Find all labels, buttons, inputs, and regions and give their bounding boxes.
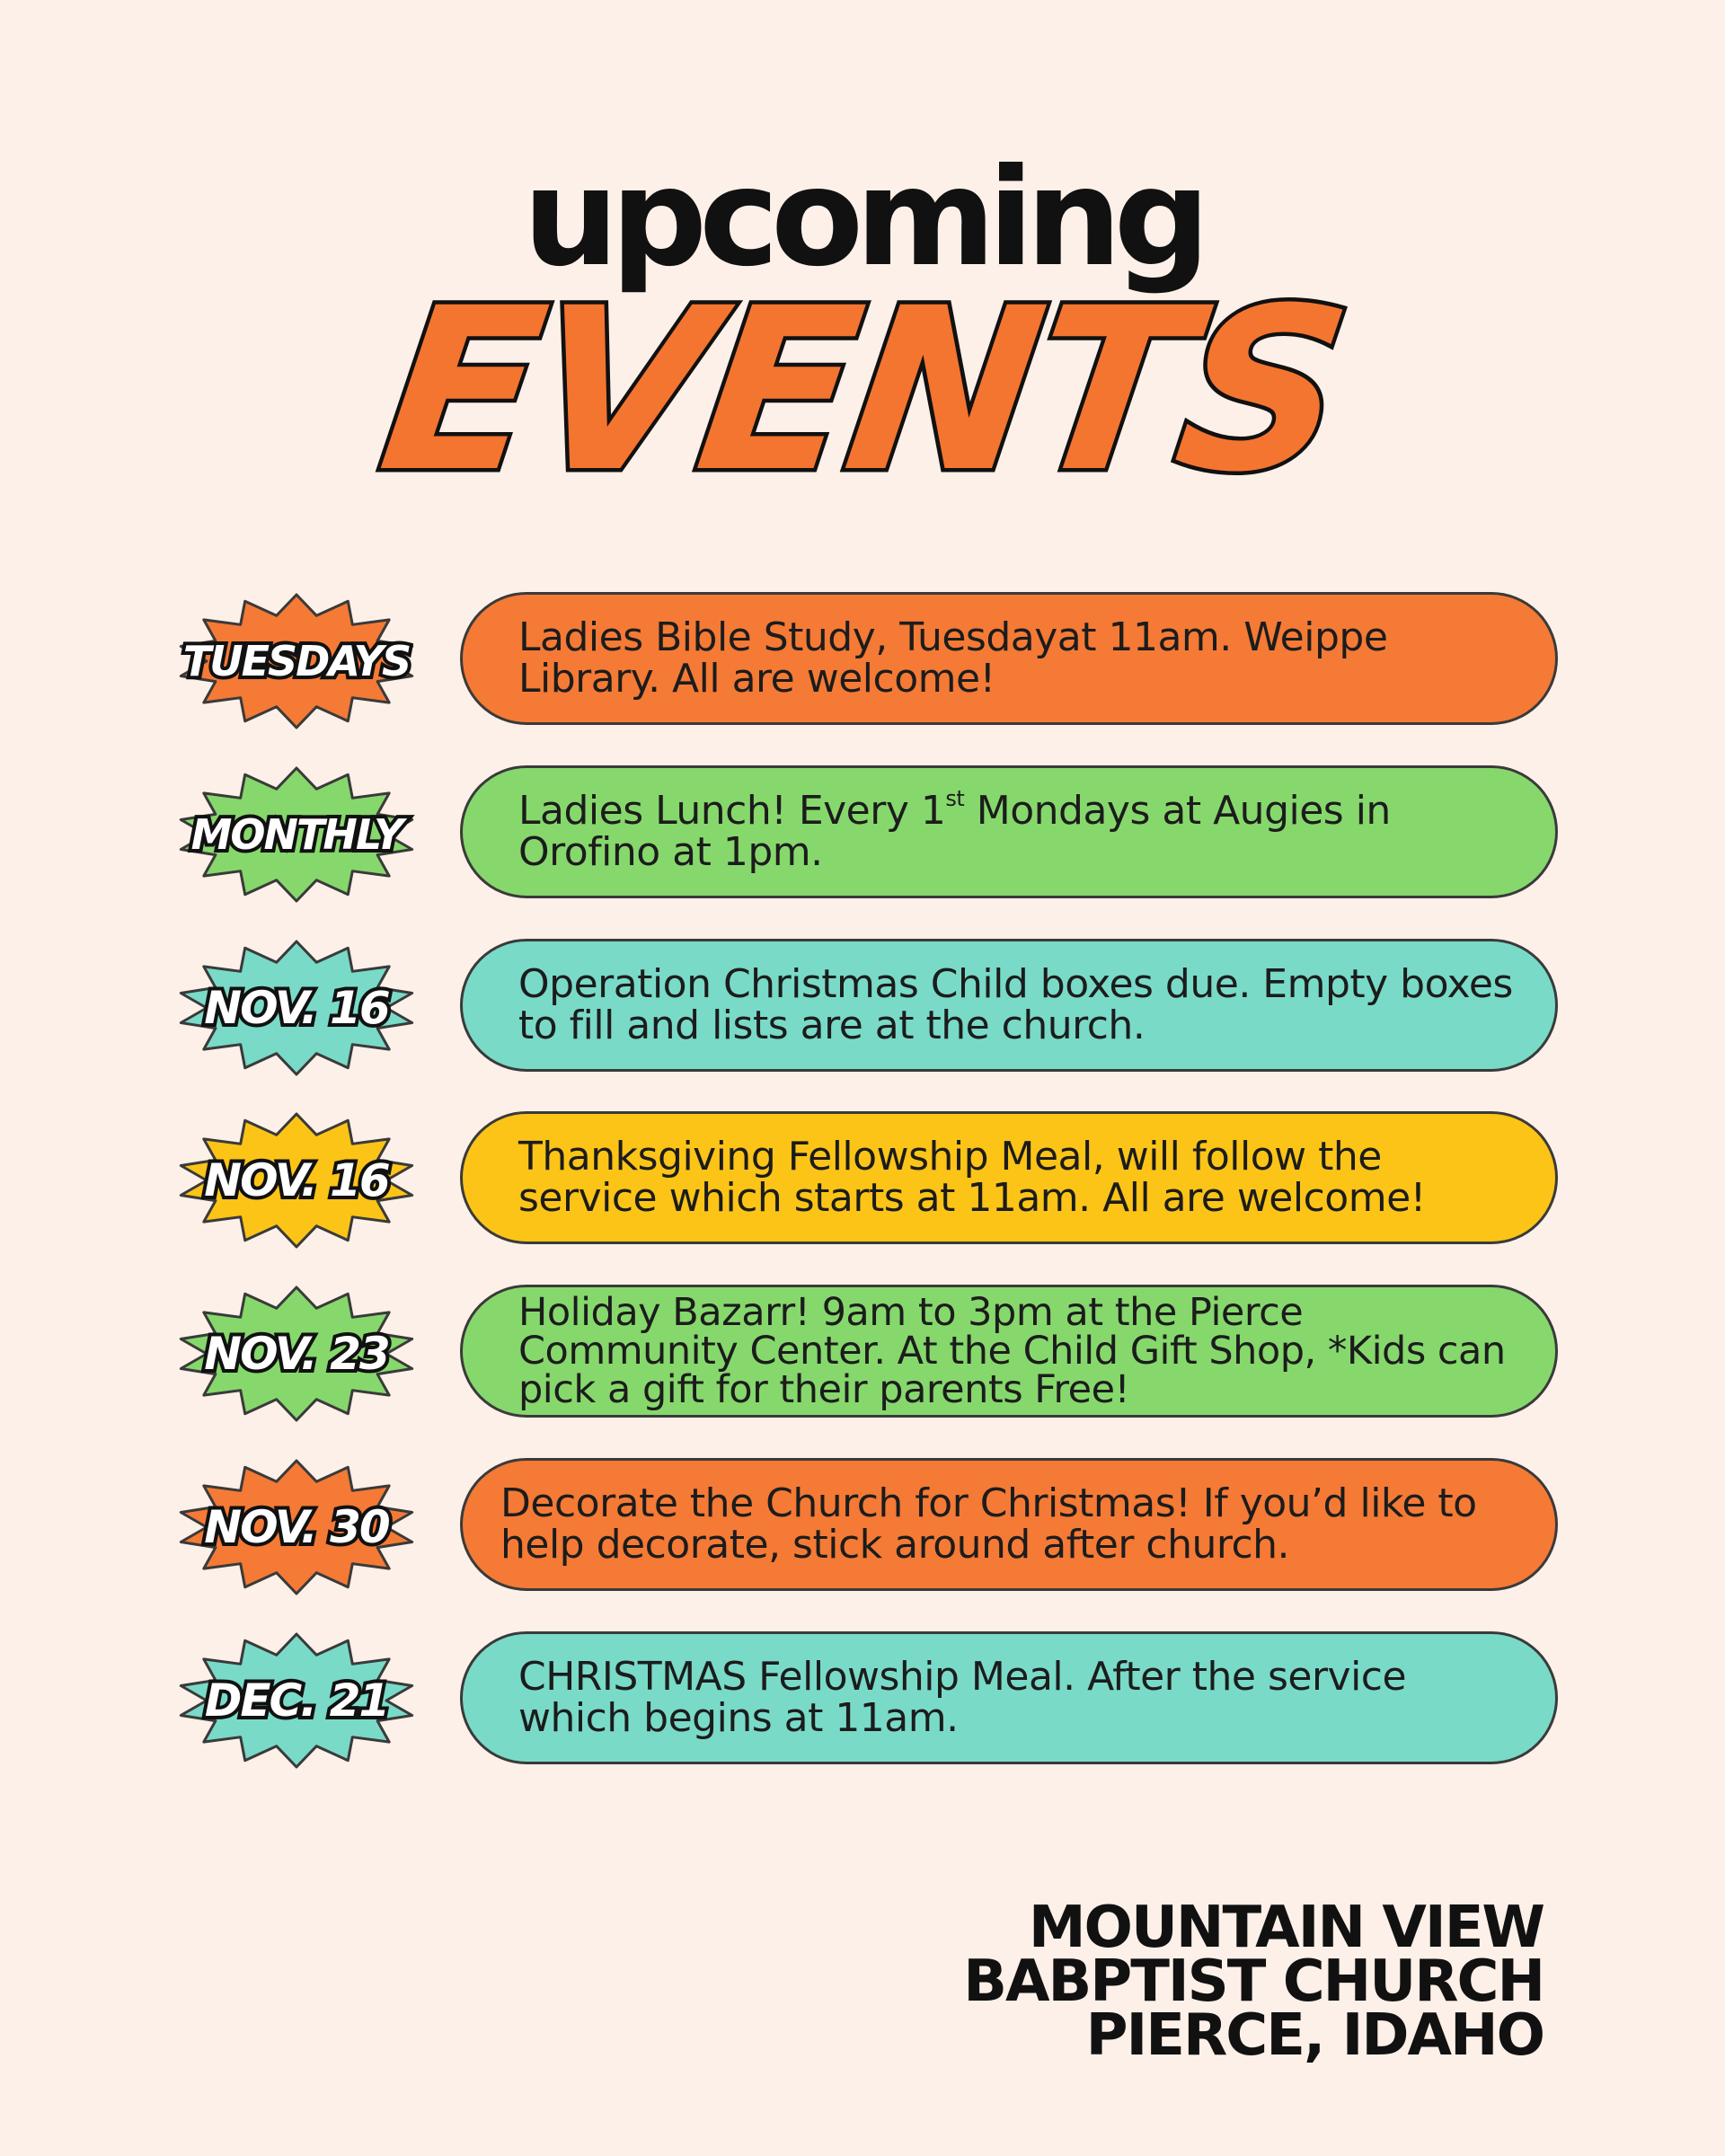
event-description: Decorate the Church for Christmas! If you’d like to help decorate, stick around after church. — [500, 1480, 1477, 1568]
event-row-2 — [0, 763, 1725, 906]
event-description — [518, 786, 1519, 875]
title-events: EVENTS — [368, 260, 1357, 521]
event-row-7 — [0, 1629, 1725, 1772]
date-badge — [171, 1455, 422, 1599]
date-badge-label: NOV. 23 — [204, 1328, 389, 1380]
church-name-footer — [963, 1895, 1544, 2069]
event-row-6 — [0, 1455, 1725, 1599]
event-description-part: Mondays at Augies in Orofino at 1pm. — [518, 788, 1391, 875]
event-description: Thanksgiving Fellowship Meal, will follow the service which starts at 11am. All are welcome! — [518, 1134, 1426, 1221]
date-badge — [171, 763, 422, 906]
event-description-pill — [460, 592, 1558, 725]
date-badge-label: TUESDAYS — [182, 637, 411, 685]
event-description-pill — [460, 1631, 1558, 1764]
date-badge-label: NOV. 30 — [204, 1501, 389, 1553]
date-badge — [171, 1282, 422, 1426]
event-description-part: Ladies Lunch! Every 1 — [518, 788, 946, 834]
footer-line: MOUNTAIN VIEW — [1028, 1895, 1544, 1961]
event-description-pill — [460, 1285, 1558, 1418]
date-badge — [171, 936, 422, 1080]
date-badge — [171, 1629, 422, 1772]
footer-line: BABPTIST CHURCH — [963, 1948, 1544, 2015]
date-badge-label: DEC. 21 — [204, 1674, 389, 1727]
footer-line: PIERCE, IDAHO — [1085, 2002, 1544, 2069]
event-description-pill — [460, 1458, 1558, 1591]
event-description-pill — [460, 939, 1558, 1072]
date-badge — [171, 1109, 422, 1252]
title-upcoming: upcoming — [522, 140, 1202, 296]
event-row-4 — [0, 1109, 1725, 1252]
event-description-pill — [460, 765, 1558, 898]
event-description: Operation Christmas Child boxes due. Empty boxes to fill and lists are at the church. — [518, 961, 1513, 1048]
ordinal-suffix: st — [945, 786, 965, 811]
date-badge-label: NOV. 16 — [204, 982, 389, 1034]
date-badge-label: MONTHLY — [190, 810, 402, 859]
event-description: Ladies Bible Study, Tuesdayat 11am. Weippe Library. All are welcome! — [518, 614, 1388, 702]
event-description-pill — [460, 1111, 1558, 1244]
date-badge — [171, 589, 422, 733]
event-row-5 — [0, 1282, 1725, 1426]
event-row-3 — [0, 936, 1725, 1080]
date-badge-label: NOV. 16 — [204, 1154, 389, 1206]
event-description: CHRISTMAS Fellowship Meal. After the service which begins at 11am. — [518, 1654, 1407, 1741]
event-description: Holiday Bazarr! 9am to 3pm at the Pierce Community Center. At the Child Gift Shop, *Kids can pick a gift for their parents Free! — [518, 1289, 1506, 1412]
event-row-1 — [0, 589, 1725, 733]
